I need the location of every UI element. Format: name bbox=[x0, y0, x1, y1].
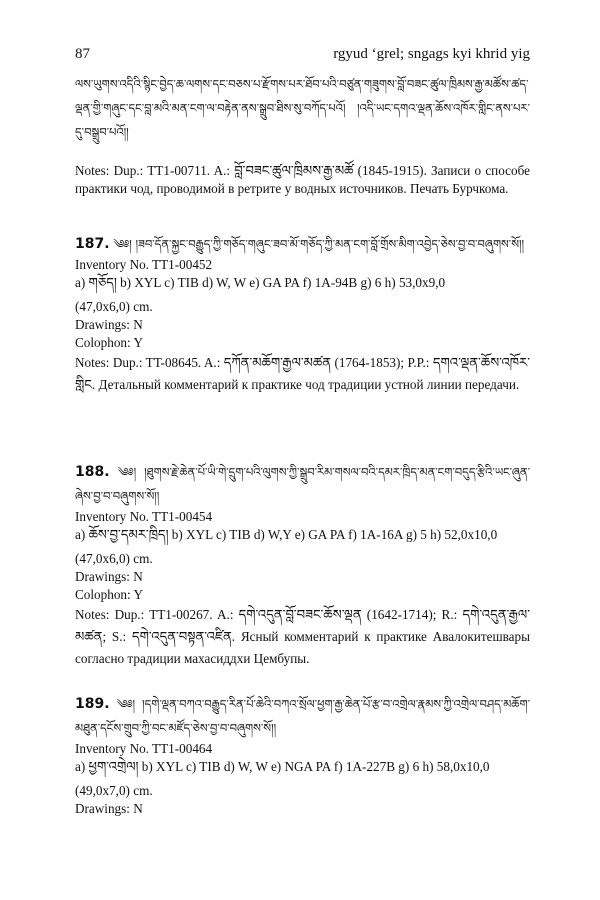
entry-inventory: Inventory No. TT1-00464 bbox=[75, 741, 213, 756]
catalog-entry-188 bbox=[75, 460, 530, 670]
entry-inventory: Inventory No. TT1-00452 bbox=[75, 257, 213, 272]
entry-drawings: Drawings: N bbox=[75, 569, 143, 584]
top-notes: Notes: Dup.: TT1-00711. A.: བློ་བཟང་ཚུལ་ཁྲིམས་རྒྱ་མཚོ (1845-1915). Записи о способе практики чод, проводимой в ретрите у водных источников. Печать Бурчкома. bbox=[75, 163, 530, 196]
entry-size: (49,0x7,0) cm. bbox=[75, 783, 153, 798]
entry-colophon: Colophon: Y bbox=[75, 587, 144, 602]
entry-size: (47,0x6,0) cm. bbox=[75, 299, 153, 314]
entry-tibetan-title: ༄༅། །ཟབ་དོན་སྐྱང་བརྒྱུད་ཀྱི་གཅོད་གཞུང་ཟབ་མོ་གཅོད་ཀྱི་མན་ངག་བློ་གྲོས་མིག་འབྱེད་ཅེས་བྱ་བ་བཞུགས་སོ།། bbox=[113, 237, 525, 251]
entry-number: 189. bbox=[75, 696, 110, 712]
entry-notes: Notes: Dup.: TT-08645. A.: དཀོན་མཆོག་རྒྱལ་མཚན (1764-1853); P.P.: དགའ་ལྡན་ཆོས་འཁོར་གླིང. Детальный комментарий к практике чод традиции устной линии передачи. bbox=[75, 355, 530, 392]
entry-drawings: Drawings: N bbox=[75, 317, 143, 332]
entry-number: 188. bbox=[75, 464, 110, 480]
entry-description: a) ཆོས་བྱ་དམར་ཁྲིད། b) XYL c) TIB d) W,Y e) GA PA f) 1A-16A g) 5 h) 52,0x10,0 bbox=[75, 527, 498, 542]
entry-tibetan-title: ༄༅། །ཐུགས་རྗེ་ཆེན་པོ་ཡི་གེ་དྲུག་པའི་ལུགས་ཀྱི་སྒྲུབ་རིམ་གསལ་བའི་དམར་ཁྲིད་མན་ངག་བདུད་རྩིའི་ཡང་ཞུན་ཞེས་བྱ་བ་བཞུགས་སོ།། bbox=[75, 465, 530, 503]
running-title: rgyud ‘grel; sngags kyi khrid yig bbox=[333, 46, 530, 62]
entry-number: 187. bbox=[75, 236, 110, 252]
entry-description: a) ཕྱག་འགྲེལ། b) XYL c) TIB d) W, W e) NGA PA f) 1A-227B g) 6 h) 58,0x10,0 bbox=[75, 759, 490, 774]
entry-inventory: Inventory No. TT1-00454 bbox=[75, 509, 213, 524]
entry-colophon: Colophon: Y bbox=[75, 335, 144, 350]
catalog-entry-187 bbox=[75, 232, 530, 396]
entry-notes: Notes: Dup.: TT1-00267. A.: དགེ་འདུན་བློ་བཟང་ཆོས་ལྡན (1642-1714); R.: དགེ་འདུན་རྒྱལ་མཚན; S.: དགེ་འདུན་བསྟན་འཛིན. Ясный комментарий к практике Авалокитешвары согласно традиции махасиддхи Цембупы. bbox=[75, 607, 530, 666]
top-tibetan-text: ལས་ཡུགས་འདིའི་སྙིང་བྱེད་ཆ་ལགས་དང་བཅས་པ་རྫོགས་པར་ཐོབ་པའི་བཙུན་གཟུགས་བློ་བཟང་ཚུལ་ཁྲིམས་རྒྱ་མཚོས་ཚད་ལྡན་གྱི་གཞུང་དང་བླ་མའི་མན་ངག་ལ་བརྟེན་ནས་སྒྲུབ་ཐིས་སུ་བཀོད་པའོ། །འདི་ཡང་དགའ་ལྡན་ཆོས་འཁོར་གླིང་ནས་པར་དུ་བསྒྲུབ་པའོ།། bbox=[75, 77, 530, 139]
entry-size: (47,0x6,0) cm. bbox=[75, 551, 153, 566]
entry-drawings: Drawings: N bbox=[75, 801, 143, 816]
catalog-entry-189 bbox=[75, 692, 530, 818]
entry-tibetan-title: ༄༅། །དགེ་ལྡན་བཀའ་བརྒྱུད་རིན་པོ་ཆེའི་བཀའ་སྲོལ་ཕྱག་རྒྱ་ཆེན་པོ་རྩ་བ་འགྲེལ་རྣམས་ཀྱི་འགྲེལ་བཤད་མཆོག་མཐུན་དངོས་གྲུབ་ཀྱི་བང་མཛོད་ཅེས་བྱ་བ་བཞུགས་སོ།། bbox=[75, 697, 530, 735]
entry-description: a) གཅོད། b) XYL c) TIB d) W, W e) GA PA f) 1A-94B g) 6 h) 53,0x9,0 bbox=[75, 275, 446, 290]
page-number: 87 bbox=[75, 46, 90, 62]
